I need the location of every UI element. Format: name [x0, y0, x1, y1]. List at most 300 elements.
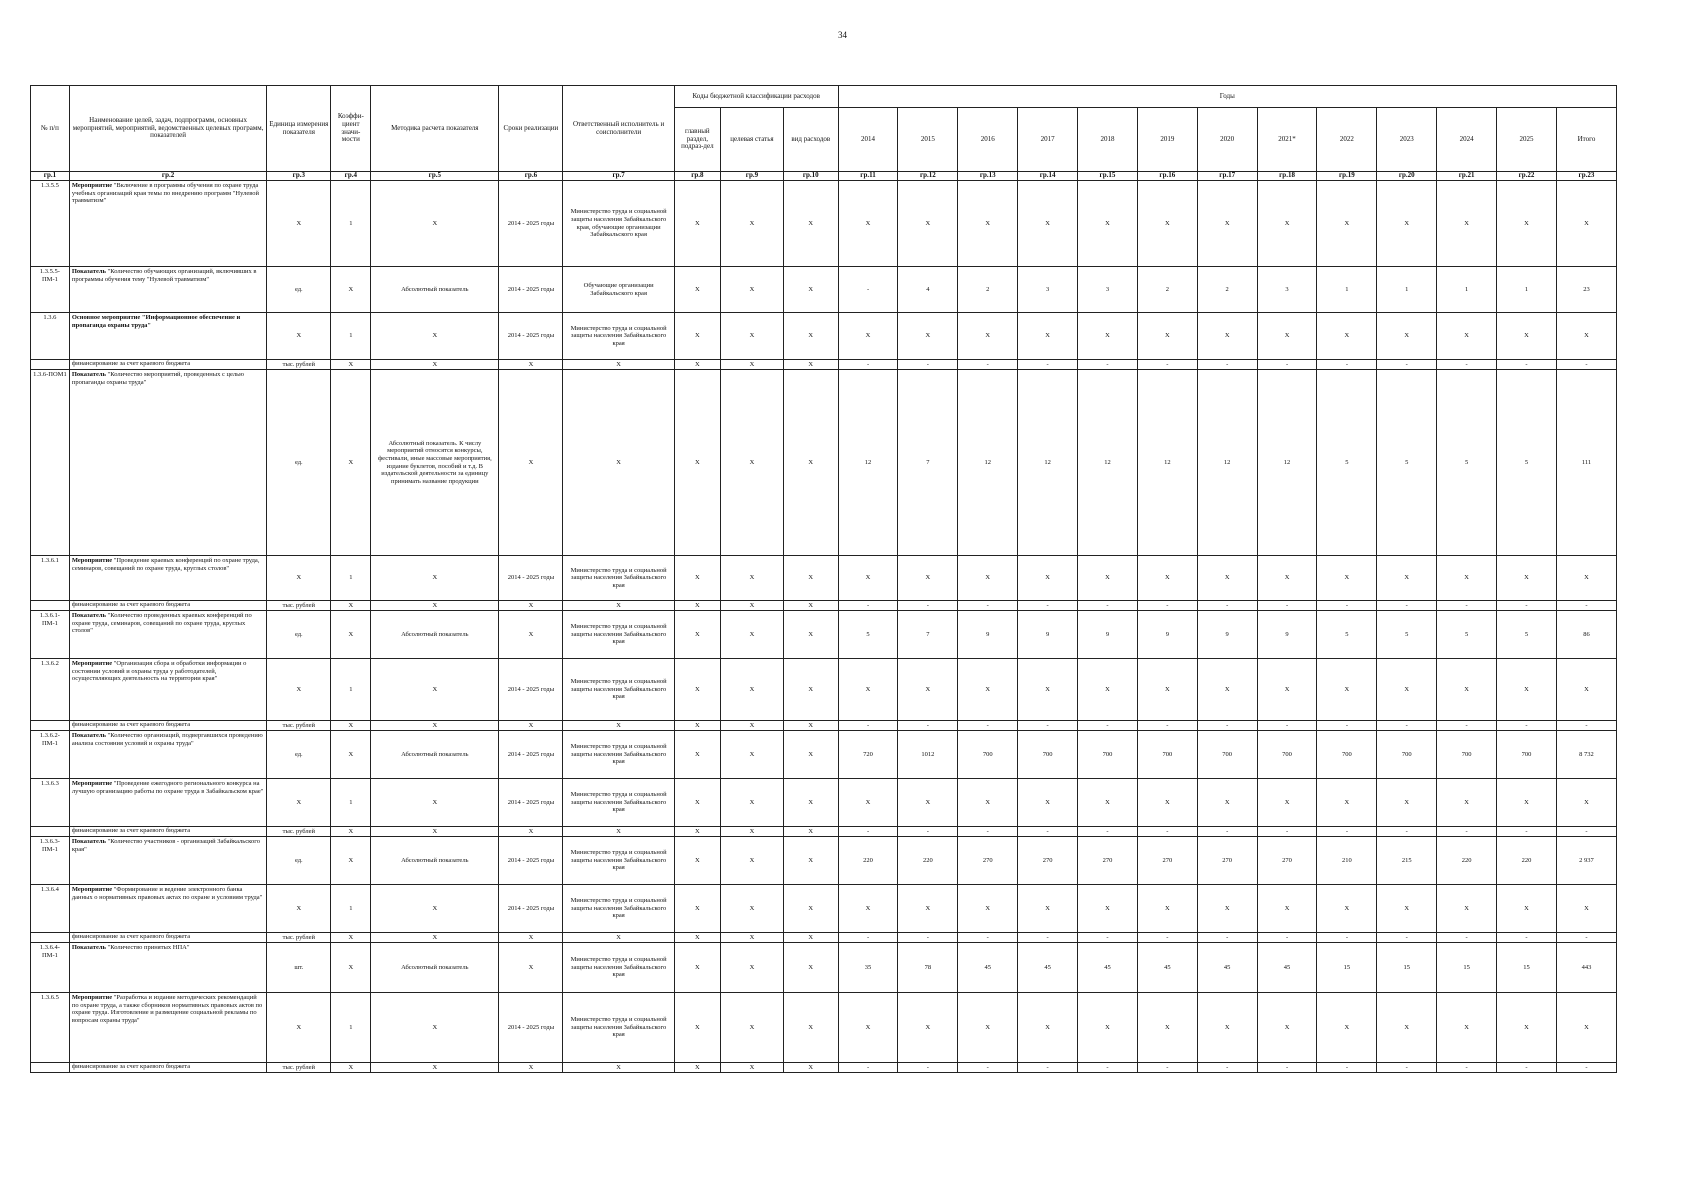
row-year-value: - [898, 721, 958, 731]
row-year-value: X [1556, 993, 1616, 1063]
row-year-value: X [1197, 313, 1257, 360]
row-year-value: 5 [1377, 370, 1437, 556]
row-name [69, 837, 266, 885]
row-name [69, 313, 266, 360]
row-coef: 1 [331, 181, 371, 267]
row-year-value: - [1497, 721, 1557, 731]
row-year-value: X [1437, 659, 1497, 721]
row-year-value: X [1317, 181, 1377, 267]
row-name [69, 885, 266, 933]
row-year-value: - [898, 933, 958, 943]
row-year-value: - [1137, 360, 1197, 370]
row-year-value: 9 [958, 611, 1018, 659]
column-number: гр.15 [1078, 172, 1138, 181]
row-kind-label: Мероприятие [71, 660, 113, 667]
row-name-text: финансирование за счет краевого бюджета [71, 1063, 191, 1070]
row-year-value: X [958, 659, 1018, 721]
row-year-value: 5 [1497, 611, 1557, 659]
row-year-value: X [1317, 779, 1377, 827]
column-number: гр.20 [1377, 172, 1437, 181]
row-number: 1.3.6 [31, 313, 70, 360]
row-year-value: 270 [1078, 837, 1138, 885]
row-year-value: - [1137, 827, 1197, 837]
row-executor: Министерство труда и социальной защиты населения Забайкальского края [563, 659, 674, 721]
row-name [69, 360, 266, 370]
row-year-value: X [1137, 885, 1197, 933]
column-number: гр.11 [838, 172, 898, 181]
row-year-value: 700 [1018, 731, 1078, 779]
row-year-value: 700 [1317, 731, 1377, 779]
table-row [31, 659, 1617, 721]
row-method: X [371, 779, 499, 827]
row-year-value: 700 [1197, 731, 1257, 779]
row-year-value: 5 [1437, 611, 1497, 659]
column-number: гр.4 [331, 172, 371, 181]
row-budget-code: X [674, 556, 720, 601]
row-year-value: 5 [1497, 370, 1557, 556]
row-coef: 1 [331, 885, 371, 933]
row-budget-code: X [674, 611, 720, 659]
row-number: 1.3.6.1-ПМ-1 [31, 611, 70, 659]
row-year-value: - [958, 1063, 1018, 1073]
row-budget-code: X [720, 731, 783, 779]
row-method: X [371, 313, 499, 360]
header-year: 2023 [1377, 108, 1437, 172]
row-method: X [371, 659, 499, 721]
row-year-value: X [898, 659, 958, 721]
row-year-value: 111 [1556, 370, 1616, 556]
row-coef: 1 [331, 556, 371, 601]
row-year-value: X [898, 181, 958, 267]
row-budget-code: X [720, 721, 783, 731]
row-coef: X [331, 370, 371, 556]
row-budget-code: X [674, 885, 720, 933]
row-name [69, 933, 266, 943]
financing-row [31, 933, 1617, 943]
table-row [31, 181, 1617, 267]
row-year-value: - [1377, 360, 1437, 370]
row-number [31, 933, 70, 943]
header-year: 2020 [1197, 108, 1257, 172]
row-year-value: - [1556, 601, 1616, 611]
row-budget-code: X [783, 611, 838, 659]
row-year-value: 12 [1018, 370, 1078, 556]
row-year-value: 45 [1197, 943, 1257, 993]
row-name [69, 659, 266, 721]
row-term: 2014 - 2025 годы [499, 885, 563, 933]
row-year-value: X [1497, 993, 1557, 1063]
row-year-value: X [1018, 556, 1078, 601]
financing-row [31, 827, 1617, 837]
row-method: X [371, 601, 499, 611]
row-name-text: "Проведение краевых конференций по охране труда, семинаров, совещаний по охране труда, круглых столов" [71, 557, 260, 572]
column-number: гр.23 [1556, 172, 1616, 181]
row-coef: 1 [331, 779, 371, 827]
row-year-value: X [898, 885, 958, 933]
column-number: гр.13 [958, 172, 1018, 181]
row-year-value: - [1437, 360, 1497, 370]
header-col-name: Наименование целей, задач, подпрограмм, основных мероприятий, мероприятий, ведомственных целевых программ, показателей [69, 86, 266, 172]
row-year-value: X [1437, 181, 1497, 267]
row-year-value: X [1556, 181, 1616, 267]
row-budget-code: X [783, 181, 838, 267]
row-unit: тыс. рублей [267, 360, 331, 370]
row-term: 2014 - 2025 годы [499, 731, 563, 779]
column-number: гр.18 [1257, 172, 1317, 181]
row-year-value: 270 [1257, 837, 1317, 885]
row-executor: Министерство труда и социальной защиты населения Забайкальского края [563, 779, 674, 827]
row-coef: 1 [331, 659, 371, 721]
row-term: 2014 - 2025 годы [499, 313, 563, 360]
row-unit: тыс. рублей [267, 601, 331, 611]
row-term: X [499, 827, 563, 837]
row-year-value: X [1197, 659, 1257, 721]
row-budget-code: X [720, 779, 783, 827]
row-year-value: - [1137, 721, 1197, 731]
row-budget-code: X [674, 1063, 720, 1073]
row-name [69, 943, 266, 993]
row-year-value: 210 [1317, 837, 1377, 885]
row-coef: X [331, 933, 371, 943]
row-number [31, 721, 70, 731]
row-year-value: - [1556, 933, 1616, 943]
row-year-value: X [1137, 556, 1197, 601]
row-year-value: X [1556, 779, 1616, 827]
header-year: 2016 [958, 108, 1018, 172]
row-term: 2014 - 2025 годы [499, 993, 563, 1063]
row-number: 1.3.5.5 [31, 181, 70, 267]
row-coef: 1 [331, 313, 371, 360]
row-coef: X [331, 360, 371, 370]
column-number: гр.7 [563, 172, 674, 181]
row-kind-label: Показатель [71, 268, 106, 275]
row-year-value: X [898, 993, 958, 1063]
row-method: X [371, 556, 499, 601]
row-executor: X [563, 721, 674, 731]
row-budget-code: X [674, 721, 720, 731]
row-budget-code: X [720, 601, 783, 611]
row-budget-code: X [720, 837, 783, 885]
row-year-value: X [1078, 993, 1138, 1063]
row-method: Абсолютный показатель [371, 731, 499, 779]
row-budget-code: X [720, 943, 783, 993]
row-year-value: 45 [1257, 943, 1317, 993]
row-year-value: - [1377, 721, 1437, 731]
row-year-value: X [1497, 313, 1557, 360]
row-year-value: 15 [1377, 943, 1437, 993]
row-year-value: - [1018, 827, 1078, 837]
column-number: гр.1 [31, 172, 70, 181]
row-budget-code: X [674, 370, 720, 556]
row-year-value: 78 [898, 943, 958, 993]
row-year-value: - [1497, 827, 1557, 837]
row-name-text: "Количество принятых НПА" [107, 944, 190, 951]
row-year-value: 9 [1137, 611, 1197, 659]
row-executor: X [563, 1063, 674, 1073]
row-year-value: 9 [1078, 611, 1138, 659]
row-name-text: "Количество мероприятий, проведенных с целью пропаганды охраны труда" [71, 371, 244, 386]
row-year-value: - [1377, 601, 1437, 611]
row-year-value: X [1556, 556, 1616, 601]
financing-row [31, 360, 1617, 370]
row-year-value: - [1377, 1063, 1437, 1073]
row-year-value: - [1018, 933, 1078, 943]
row-year-value: 5 [838, 611, 898, 659]
row-year-value: - [838, 827, 898, 837]
row-budget-code: X [783, 933, 838, 943]
row-year-value: X [1257, 313, 1317, 360]
row-budget-code: X [783, 993, 838, 1063]
row-year-value: X [1137, 659, 1197, 721]
row-year-value: 12 [838, 370, 898, 556]
row-budget-code: X [783, 601, 838, 611]
row-year-value: X [1257, 556, 1317, 601]
row-budget-code: X [674, 181, 720, 267]
row-name [69, 267, 266, 313]
row-year-value: X [1437, 885, 1497, 933]
row-name-text: "Организация сбора и обработки информации о состоянии условий и охраны труда у работодателей, осуществляющих деятельность на территории края" [71, 660, 247, 683]
row-year-value: 5 [1377, 611, 1437, 659]
row-year-value: - [1018, 1063, 1078, 1073]
row-budget-code: X [720, 885, 783, 933]
row-year-value: - [1197, 360, 1257, 370]
row-year-value: 2 [1197, 267, 1257, 313]
row-year-value: 1 [1497, 267, 1557, 313]
row-year-value: X [1137, 181, 1197, 267]
row-number: 1.3.6.2 [31, 659, 70, 721]
row-year-value: 45 [958, 943, 1018, 993]
row-budget-code: X [783, 721, 838, 731]
row-year-value: 2 [1137, 267, 1197, 313]
column-number: гр.6 [499, 172, 563, 181]
header-year: 2015 [898, 108, 958, 172]
row-budget-code: X [720, 370, 783, 556]
row-unit: тыс. рублей [267, 827, 331, 837]
row-budget-code: X [783, 1063, 838, 1073]
row-name-text: "Количество участников - организаций Забайкальского края" [71, 838, 260, 853]
row-executor: X [563, 827, 674, 837]
column-number: гр.14 [1018, 172, 1078, 181]
row-budget-code: X [720, 360, 783, 370]
table-row [31, 370, 1617, 556]
financing-row [31, 601, 1617, 611]
header-col-target: целевая статья [720, 108, 783, 172]
row-year-value: - [1078, 827, 1138, 837]
row-year-value: X [1437, 313, 1497, 360]
row-coef: X [331, 837, 371, 885]
row-unit: X [267, 313, 331, 360]
row-budget-code: X [720, 1063, 783, 1073]
row-year-value: - [1197, 601, 1257, 611]
row-budget-code: X [720, 313, 783, 360]
row-year-value: X [1317, 556, 1377, 601]
row-year-value: - [898, 1063, 958, 1073]
row-year-value: X [1137, 779, 1197, 827]
row-number [31, 1063, 70, 1073]
row-year-value: - [1078, 601, 1138, 611]
row-year-value: 7 [898, 611, 958, 659]
row-number: 1.3.6.3 [31, 779, 70, 827]
row-year-value: X [1018, 993, 1078, 1063]
row-unit: X [267, 993, 331, 1063]
row-name [69, 181, 266, 267]
row-year-value: 2 [958, 267, 1018, 313]
row-coef: X [331, 721, 371, 731]
table-row [31, 837, 1617, 885]
row-kind-label: Основное мероприятие [71, 314, 141, 321]
row-year-value: 3 [1018, 267, 1078, 313]
row-year-value: - [1317, 721, 1377, 731]
column-number: гр.10 [783, 172, 838, 181]
row-budget-code: X [783, 313, 838, 360]
row-name [69, 370, 266, 556]
row-year-value: 35 [838, 943, 898, 993]
row-year-value: 270 [1018, 837, 1078, 885]
row-year-value: X [1018, 779, 1078, 827]
row-year-value: X [1257, 779, 1317, 827]
row-year-value: X [958, 993, 1018, 1063]
row-number: 1.3.6-ПОМ1 [31, 370, 70, 556]
row-term: X [499, 943, 563, 993]
row-year-value: 3 [1078, 267, 1138, 313]
row-year-value: X [1497, 556, 1557, 601]
row-budget-code: X [674, 993, 720, 1063]
row-budget-code: X [674, 659, 720, 721]
header-col-method: Методика расчета показателя [371, 86, 499, 172]
row-year-value: - [1556, 721, 1616, 731]
row-budget-code: X [783, 837, 838, 885]
row-year-value: - [1137, 1063, 1197, 1073]
table-row [31, 993, 1617, 1063]
row-year-value: - [1497, 933, 1557, 943]
row-year-value: 12 [1257, 370, 1317, 556]
row-budget-code: X [783, 267, 838, 313]
row-year-value: - [1556, 827, 1616, 837]
row-name [69, 556, 266, 601]
row-year-value: - [1437, 933, 1497, 943]
row-year-value: X [1377, 659, 1437, 721]
row-unit: X [267, 659, 331, 721]
row-coef: 1 [331, 993, 371, 1063]
row-year-value: 1 [1377, 267, 1437, 313]
table-row [31, 779, 1617, 827]
row-year-value: X [1317, 993, 1377, 1063]
row-coef: X [331, 827, 371, 837]
row-term: X [499, 370, 563, 556]
row-year-value: - [838, 601, 898, 611]
row-year-value: X [1377, 993, 1437, 1063]
row-method: Абсолютный показатель [371, 837, 499, 885]
row-name-text: "Формирование и ведение электронного банка данных о нормативных правовых актах по охране и условиям труда" [71, 886, 263, 901]
page-number: 34 [838, 30, 847, 40]
row-year-value: X [1197, 181, 1257, 267]
column-number: гр.19 [1317, 172, 1377, 181]
row-number: 1.3.6.1 [31, 556, 70, 601]
row-year-value: X [958, 885, 1018, 933]
header-col-section: главный раздел, подраз-дел [674, 108, 720, 172]
row-year-value: - [838, 267, 898, 313]
row-executor: Министерство труда и социальной защиты населения Забайкальского края [563, 313, 674, 360]
row-year-value: X [1317, 885, 1377, 933]
row-year-value: X [1078, 885, 1138, 933]
row-number: 1.3.6.3-ПМ-1 [31, 837, 70, 885]
row-budget-code: X [783, 827, 838, 837]
row-year-value: - [1437, 721, 1497, 731]
row-year-value: - [838, 933, 898, 943]
row-unit: X [267, 885, 331, 933]
row-term: 2014 - 2025 годы [499, 267, 563, 313]
row-number: 1.3.6.4 [31, 885, 70, 933]
row-year-value: X [838, 556, 898, 601]
row-executor: X [563, 933, 674, 943]
row-unit: ед. [267, 370, 331, 556]
row-year-value: - [1257, 1063, 1317, 1073]
header-col-num: № п/п [31, 86, 70, 172]
row-coef: X [331, 601, 371, 611]
row-year-value: - [1257, 933, 1317, 943]
row-year-value: - [898, 601, 958, 611]
row-budget-code: X [720, 181, 783, 267]
row-executor: Министерство труда и социальной защиты населения Забайкальского края [563, 993, 674, 1063]
header-years: Годы [838, 86, 1616, 108]
row-term: 2014 - 2025 годы [499, 659, 563, 721]
row-budget-code: X [674, 933, 720, 943]
row-year-value: - [1078, 721, 1138, 731]
row-year-value: 700 [1377, 731, 1437, 779]
row-name-text: "Информационное обеспечение и пропаганда охраны труда" [71, 314, 241, 329]
row-executor: X [563, 360, 674, 370]
row-number: 1.3.6.4-ПМ-1 [31, 943, 70, 993]
row-year-value: X [1556, 313, 1616, 360]
table-row [31, 556, 1617, 601]
row-year-value: X [898, 779, 958, 827]
row-year-value: 15 [1437, 943, 1497, 993]
row-executor: X [563, 601, 674, 611]
row-year-value: 5 [1317, 611, 1377, 659]
row-year-value: X [838, 885, 898, 933]
row-year-value: X [1497, 659, 1557, 721]
row-year-value: - [1257, 601, 1317, 611]
row-year-value: - [958, 601, 1018, 611]
row-unit: шт. [267, 943, 331, 993]
table-row [31, 885, 1617, 933]
row-method: Абсолютный показатель. К числу мероприятий относятся конкурсы, фестивали, иные массовые мероприятия, издание буклетов, пособий и т.д. В издательской деятельности за единицу принимать название продукции [371, 370, 499, 556]
row-year-value: 700 [958, 731, 1018, 779]
row-year-value: X [1078, 181, 1138, 267]
row-budget-code: X [783, 943, 838, 993]
row-year-value: - [1317, 1063, 1377, 1073]
row-year-value: - [838, 360, 898, 370]
row-term: 2014 - 2025 годы [499, 779, 563, 827]
row-number: 1.3.5.5-ПМ-1 [31, 267, 70, 313]
row-year-value: X [1137, 993, 1197, 1063]
row-year-value: X [1437, 993, 1497, 1063]
row-year-value: - [1257, 827, 1317, 837]
row-year-value: - [898, 827, 958, 837]
row-unit: ед. [267, 267, 331, 313]
header-year: 2019 [1137, 108, 1197, 172]
row-budget-code: X [674, 779, 720, 827]
row-year-value: 45 [1018, 943, 1078, 993]
row-budget-code: X [720, 611, 783, 659]
row-name-text: "Количество проведенных краевых конференций по охране труда, семинаров, совещаний по охране труда, круглых столов" [71, 612, 252, 635]
row-name-text: финансирование за счет краевого бюджета [71, 933, 191, 940]
row-unit: тыс. рублей [267, 933, 331, 943]
row-year-value: 9 [1197, 611, 1257, 659]
table-row [31, 611, 1617, 659]
row-year-value: 12 [958, 370, 1018, 556]
row-year-value: 3 [1257, 267, 1317, 313]
